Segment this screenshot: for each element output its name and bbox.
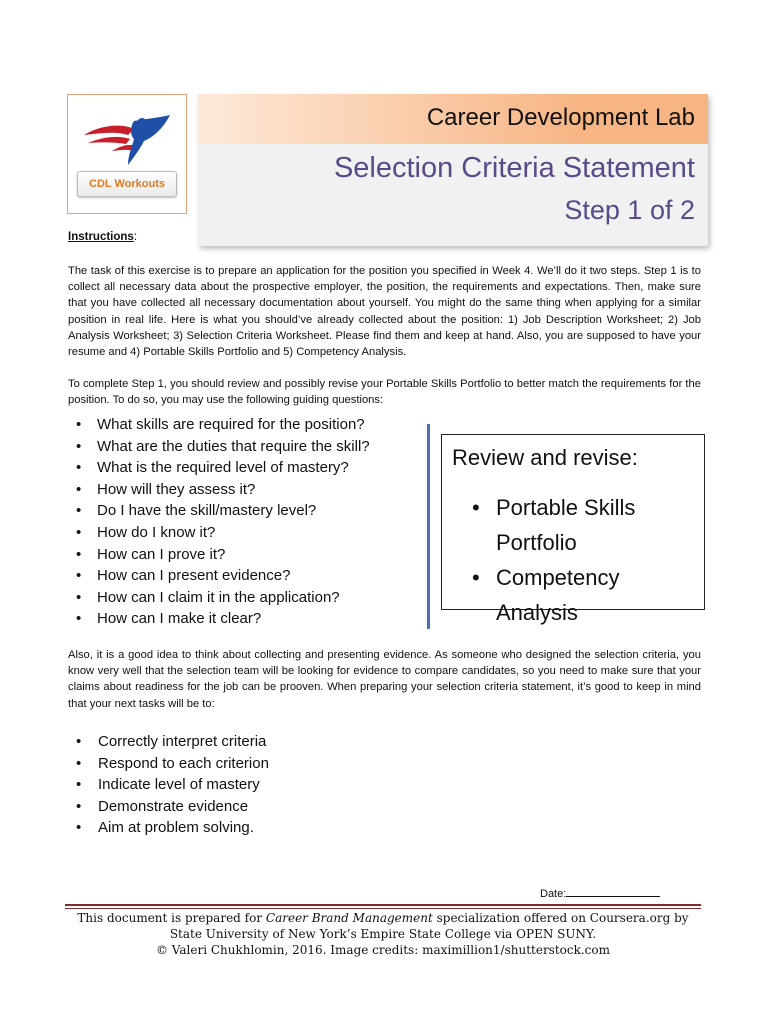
list-item: • How can I make it clear? <box>68 608 370 630</box>
logo-label: CDL Workouts <box>77 171 177 197</box>
paragraph-step1: To complete Step 1, you should review and possibly revise your Portable Skills Portfolio to better match the requirements for the position. To do so, you may use the following guiding questions: <box>68 378 701 407</box>
review-item-competency: • Competency Analysis <box>462 560 704 630</box>
instructions-label: Instructions <box>68 231 134 243</box>
list-item: • How can I present evidence? <box>68 565 370 587</box>
footer <box>65 910 701 958</box>
next-tasks <box>68 731 269 839</box>
review-title: Review and revise: <box>452 445 638 470</box>
list-item: • Aim at problem solving. <box>68 817 269 839</box>
paragraph-evidence: Also, it is a good idea to think about collecting and presenting evidence. As someone who designed the selection criteria, you know very well that the selection team will be looking for evidence to compare candidates, so you need to make sure that your claims about readiness for the job can be prooven. When preparing your selection criteria statement, it’s good to keep in mind that your next tasks will be to: <box>68 649 701 710</box>
guiding-questions <box>68 414 370 630</box>
list-item: • Do I have the skill/mastery level? <box>68 500 370 522</box>
list-item: • Indicate level of mastery <box>68 774 269 796</box>
footer-line-3: © Valeri Chukhlomin, 2016. Image credits: maximillion1/shutterstock.com <box>155 943 611 957</box>
logo <box>67 94 187 214</box>
date-blank <box>566 885 660 897</box>
list-item: • How will they assess it? <box>68 479 370 501</box>
list-item: • How can I prove it? <box>68 544 370 566</box>
list-item: • What are the duties that require the skill? <box>68 436 370 458</box>
step-label: Step 1 of 2 <box>564 195 695 225</box>
instructions-colon: : <box>133 231 138 243</box>
page-title: Selection Criteria Statement <box>333 152 695 184</box>
list-item: • How do I know it? <box>68 522 370 544</box>
footer-text: specialization offered on Coursera.org by <box>432 911 689 925</box>
list-item: • What is the required level of mastery? <box>68 457 370 479</box>
instructions-heading <box>68 231 137 243</box>
header-banner <box>198 94 708 246</box>
review-list <box>462 490 704 630</box>
list-item: • Correctly interpret criteria <box>68 731 269 753</box>
footer-specialization: Career Brand Management <box>265 911 433 925</box>
superhero-icon <box>82 113 174 169</box>
list-item: • Demonstrate evidence <box>68 796 269 818</box>
paragraph-task: The task of this exercise is to prepare an application for the position you specified in Week 4. We’ll do it two steps. Step 1 is to collect all necessary data about the prospective employer, the position, the requirements and expectations. Then, make sure that you have collected all necessary documentation about yourself. You might do the same thing when applying for a similar position in real life. Here is what you should’ve already collected about the position: 1) Job Description Worksheet; 2) Job Analysis Worksheet; 3) Selection Criteria Worksheet. Please find them and keep at hand. Also, you are supposed to have your resume and 4) Portable Skills Portfolio and 5) Competency Analysis. <box>68 265 701 359</box>
footer-line-2: State University of New York’s Empire State College via OPEN SUNY. <box>169 927 597 941</box>
list-item: • Respond to each criterion <box>68 753 269 775</box>
list-item: • How can I claim it in the application? <box>68 587 370 609</box>
footer-rule-thin <box>65 908 701 909</box>
header-lab-bar <box>198 94 708 144</box>
footer-rule <box>65 904 701 906</box>
review-box <box>441 434 705 625</box>
review-item-portfolio: • Portable Skills Portfolio <box>462 490 686 560</box>
footer-text: This document is prepared for <box>77 911 266 925</box>
footer-line-1 <box>65 910 701 926</box>
list-item: • What skills are required for the position? <box>68 414 370 436</box>
divider <box>427 424 430 629</box>
header-title-area <box>198 144 708 246</box>
date-field <box>540 885 660 900</box>
lab-name: Career Development Lab <box>426 104 695 131</box>
date-label: Date: <box>540 888 567 900</box>
